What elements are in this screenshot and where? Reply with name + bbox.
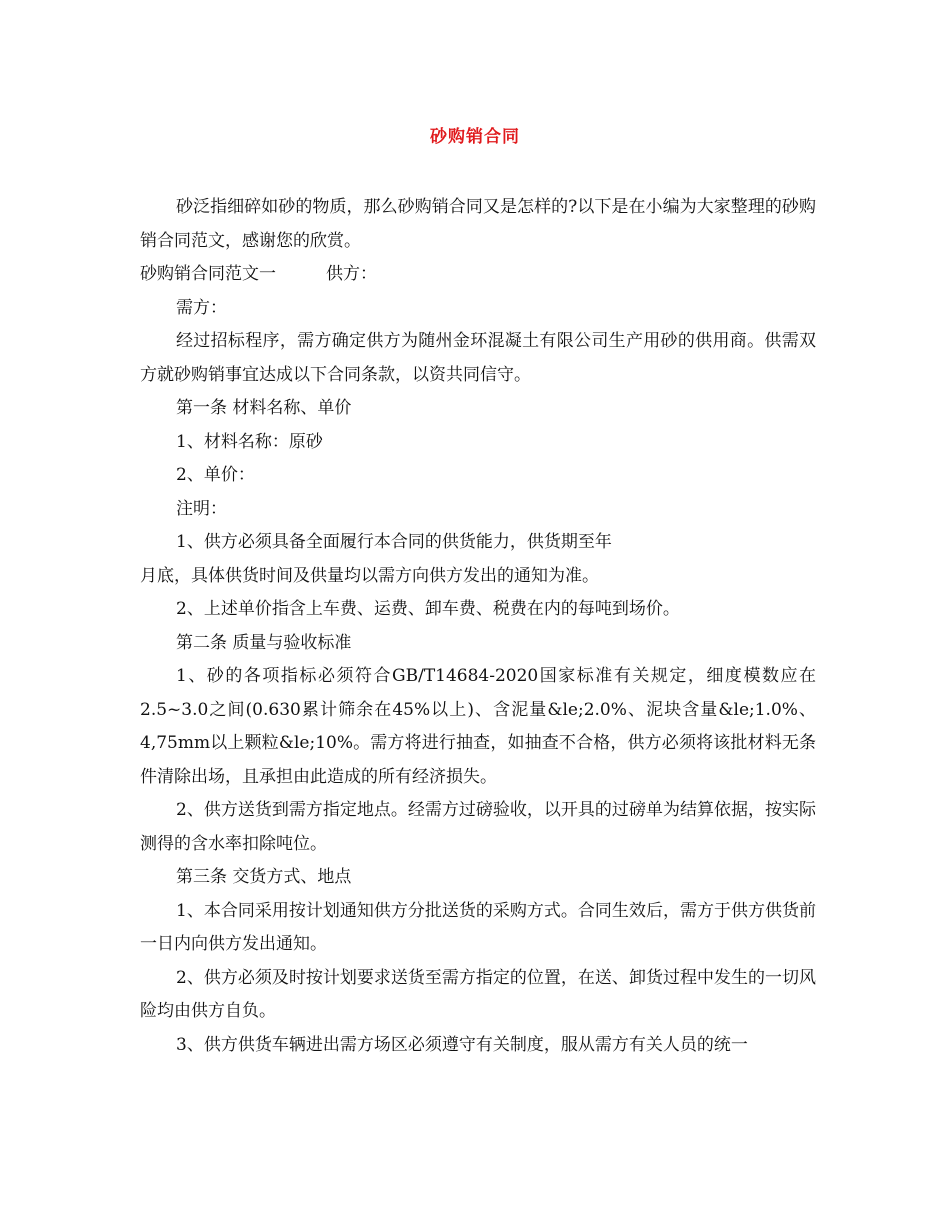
article-2-heading: 第二条 质量与验收标准: [176, 632, 352, 653]
article-3-item-3: 3、供方供货车辆进出需方场区必须遵守有关制度，服从需方有关人员的统一: [176, 1034, 748, 1055]
document-body: [140, 191, 816, 1062]
article-1-item-1: 1、材料名称：原砂: [176, 431, 323, 452]
article-2-item-1: 1、砂的各项指标必须符合GB/T14684-2020国家标准有关规定，细度模数应在2.5~3.0之间(0.630累计筛余在45%以上)、含泥量&le;2.0%、泥块含量&le;1.0%、4,75mm以上颗粒&le;10%。需方将进行抽查，如抽查不合格，供方必须将该批材料无条件清除出场，且承担由此造成的所有经济损失。: [140, 666, 816, 787]
article-1-heading: 第一条 材料名称、单价: [176, 398, 352, 418]
buyer-label: 需方：: [176, 297, 227, 318]
note-heading: 注明：: [176, 498, 227, 519]
article-3-item-1: 1、本合同采用按计划通知供方分批送货的采购方式。合同生效后，需方于供方供货前一日内向供方发出通知。: [140, 900, 816, 954]
article-3-heading: 第三条 交货方式、地点: [176, 867, 352, 887]
sample-heading: 砂购销合同范文一: [140, 264, 276, 284]
sample-heading-line: [140, 258, 816, 292]
tender-paragraph: 经过招标程序，需方确定供方为随州金环混凝土有限公司生产用砂的供用商。供需双方就砂购销事宜达成以下合同条款，以资共同信守。: [140, 331, 816, 385]
article-1-item-2: 2、单价：: [176, 465, 255, 485]
article-2-item-2: 2、供方送货到需方指定地点。经需方过磅验收，以开具的过磅单为结算依据，按实际测得的含水率扣除吨位。: [140, 800, 816, 854]
article-3-item-2: 2、供方必须及时按计划要求送货至需方指定的位置，在送、卸货过程中发生的一切风险均由供方自负。: [140, 967, 816, 1021]
intro-paragraph: 砂泛指细碎如砂的物质，那么砂购销合同又是怎样的?以下是在小编为大家整理的砂购销合同范文，感谢您的欣赏。: [140, 197, 816, 251]
supplier-label: 供方：: [326, 264, 377, 284]
note-item-1-line-1: 1、供方必须具备全面履行本合同的供货能力，供货期至年: [176, 532, 612, 552]
note-item-2: 2、上述单价指含上车费、运费、卸车费、税费在内的每吨到场价。: [176, 599, 680, 619]
document-title: 砂购销合同: [430, 127, 520, 147]
note-item-1-line-2: 月底，具体供货时间及供量均以需方向供方发出的通知为准。: [140, 565, 599, 586]
